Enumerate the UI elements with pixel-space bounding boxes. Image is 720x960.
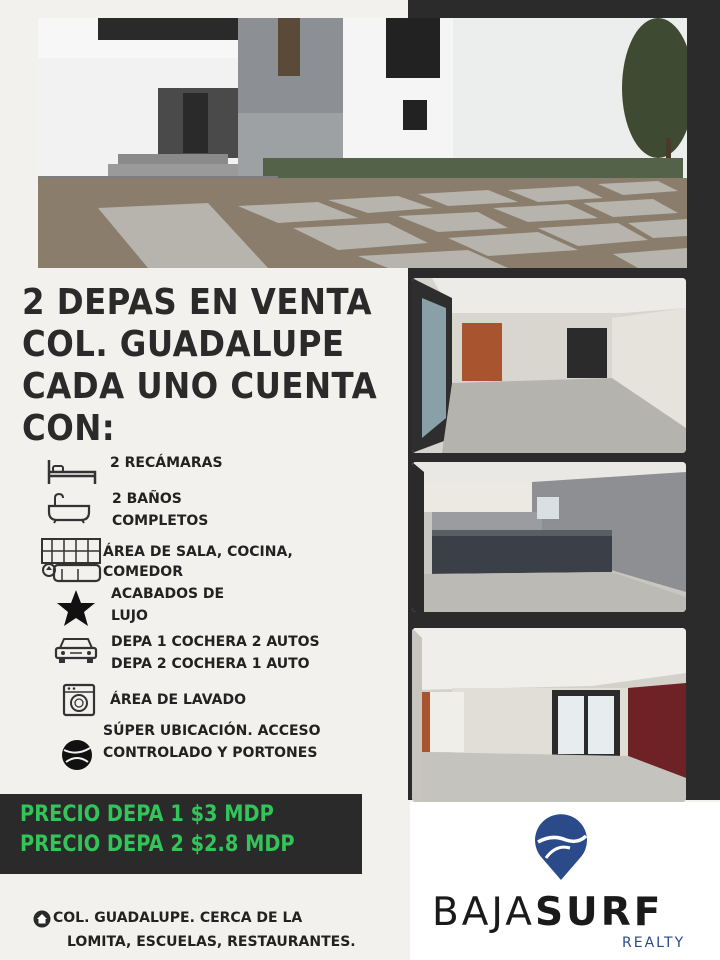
feature-laundry: ÁREA DE LAVADO — [110, 692, 246, 708]
feature-living-line2: COMEDOR — [103, 564, 183, 580]
headline-line: CON: — [22, 408, 116, 449]
brand-name — [432, 890, 663, 936]
location-line2: LOMITA, ESCUELAS, RESTAURANTES. — [67, 934, 356, 950]
price-depa-1: PRECIO DEPA 1 $3 MDP — [20, 802, 274, 827]
feature-living-line1: ÁREA DE SALA, COCINA, — [103, 544, 293, 560]
price-block — [0, 794, 362, 874]
sofa-kitchen-icon — [40, 537, 102, 585]
ball-icon — [60, 738, 94, 772]
headline — [22, 282, 412, 450]
exterior-photo — [38, 18, 687, 268]
feature-location-line2: CONTROLADO Y PORTONES — [103, 745, 318, 761]
feature-finishes-line1: ACABADOS DE — [111, 586, 225, 602]
bathtub-icon — [46, 492, 102, 532]
star-icon — [56, 588, 96, 628]
feature-finishes-line2: LUJO — [111, 608, 148, 624]
brand-subtitle: REALTY — [622, 935, 686, 951]
feature-bedrooms: 2 RECÁMARAS — [110, 455, 223, 471]
interior-photo-kitchen — [412, 462, 686, 612]
feature-garage-line1: DEPA 1 COCHERA 2 AUTOS — [111, 634, 320, 650]
car-icon — [54, 636, 98, 664]
brand-name-bold: SURF — [534, 890, 664, 935]
price-depa-2: PRECIO DEPA 2 $2.8 MDP — [20, 832, 295, 857]
headline-line: 2 DEPAS EN VENTA — [22, 282, 373, 323]
interior-photo-room — [412, 628, 686, 802]
headline-line: COL. GUADALUPE — [22, 324, 345, 365]
location-line1: COL. GUADALUPE. CERCA DE LA — [53, 910, 303, 926]
feature-garage-line2: DEPA 2 COCHERA 1 AUTO — [111, 656, 310, 672]
globe-pin-icon — [532, 814, 590, 882]
feature-bathrooms-line2: COMPLETOS — [112, 513, 209, 529]
feature-bathrooms-line1: 2 BAÑOS — [112, 491, 182, 507]
headline-line: CADA UNO CUENTA — [22, 366, 378, 407]
dark-background-band-top — [545, 0, 720, 20]
interior-photo-living — [412, 278, 686, 453]
washing-machine-icon — [62, 683, 96, 717]
brand-name-light: BAJA — [432, 890, 535, 935]
feature-location-line1: SÚPER UBICACIÓN. ACCESO — [103, 723, 321, 739]
home-icon — [33, 910, 51, 928]
